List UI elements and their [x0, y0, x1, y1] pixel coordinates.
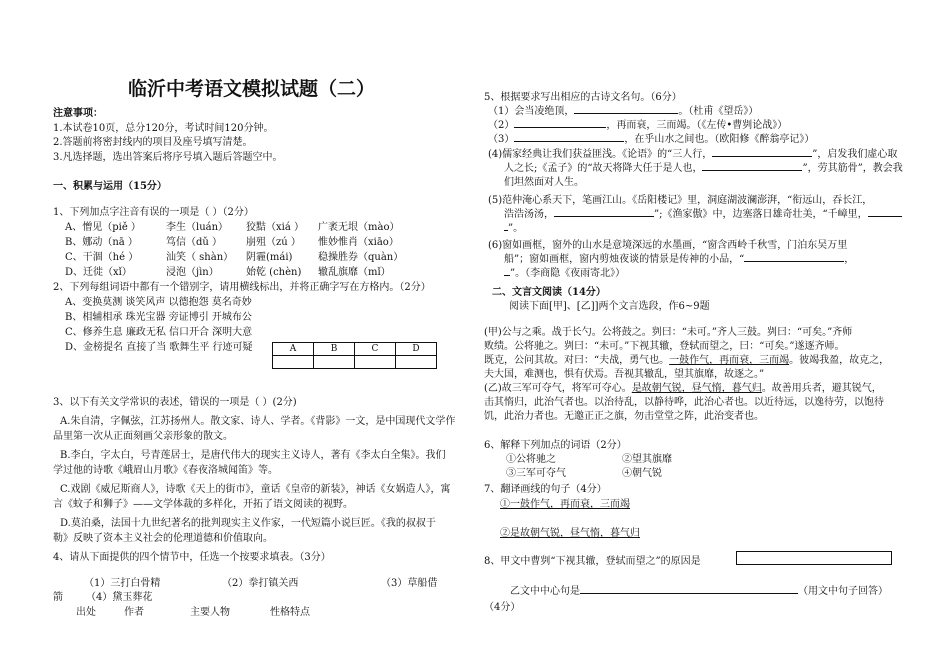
passage-line-5	[484, 379, 882, 394]
q5-6-blank-1[interactable]	[744, 251, 844, 262]
q5-5-text-a: 浩浩汤汤，	[504, 209, 554, 220]
q8-line-1	[484, 552, 701, 567]
q5-3-suffix: ，在乎山水之间也。（欧阳修《醉翁亭记》）	[624, 134, 815, 145]
note-2: 2.答题前将密封线内的项目及座号填写清楚。	[53, 137, 253, 148]
q5-6-line3	[504, 264, 625, 279]
q3-c-line1: C.戏剧《威尼斯商人》，诗歌《天上的街市》，童话《皇帝的新装》，神话《女娲造人》，寓	[60, 484, 451, 495]
q2-answer-table	[272, 342, 437, 369]
q4-col-source: 出处	[76, 607, 96, 618]
q5-2-prefix: （2）	[488, 120, 515, 131]
q4-item-3: （3）草船借	[381, 578, 438, 589]
passage-line-7: 饥，此治力者也。无邀正正之旗，勿击堂堂之阵，此治变者也。	[484, 411, 764, 422]
q1-b-4: 惟妙惟肖（xiāo）	[318, 237, 399, 248]
q2-option-c: C、修养生息 廉政无私 信口开合 深明大意	[65, 327, 253, 338]
q8-answer-box-1[interactable]	[736, 551, 892, 565]
q1-d-4: 辙乱旗靡（mǐ）	[318, 267, 391, 278]
q2-option-a: A、变换莫测 谈笑风声 以德抱怨 莫名奇妙	[65, 297, 252, 308]
q6-c: ③三军可夺气	[506, 468, 566, 479]
q4-col-characters: 主要人物	[190, 607, 230, 618]
q2-stem: 2、下列每组词语中都有一个错别字，请用横线标出，并将正确字写在方格内。（2分）	[53, 282, 431, 293]
passage-line-6: 击其惰归，此治气者也。以治待乱，以静待哗，此治心者也。以近待远，以逸待劳，以饱待	[484, 397, 884, 408]
q5-4-blank-1[interactable]	[712, 146, 812, 157]
passage-5-text-b: 。故善用兵者，避其锐气，	[761, 383, 882, 394]
q2-header-b: B	[314, 343, 355, 356]
q1-c-3: 阴霾(mái)	[246, 252, 293, 263]
q5-6-text-a: 船”；窗如画框，窗内剪烛夜谈的情景是传神的小品，“	[504, 254, 745, 265]
q2-header-d: D	[396, 343, 437, 356]
q4-item-1: （1）三打白骨精	[84, 578, 161, 589]
q6-d: ④朝气锐	[622, 468, 662, 479]
q3-d-line2: 勒》反映了资本主义社会的伦理道德和价值取向。	[53, 533, 273, 544]
q1-a-4: 广袤无垠（mào）	[318, 222, 400, 233]
passage-line-1: (甲)公与之乘。战于长勺。公将鼓之。刿曰：“未可。”齐人三鼓。刿曰：“可矣。”齐师	[484, 327, 853, 338]
passage-line-2: 败绩。公将驰之。刿曰：“未可。”下视其辙，登轼而望之，曰：“可矣。”遂逐齐师。	[484, 341, 845, 352]
q2-answer-a[interactable]	[273, 356, 314, 369]
q5-6-comma: ，	[844, 254, 855, 265]
q1-d-1: D、迁徙（xǐ）	[65, 267, 132, 278]
q8-score: （4分）	[484, 602, 521, 613]
q2-answer-d[interactable]	[396, 356, 437, 369]
q5-4-line2	[504, 159, 903, 174]
q4-item-4: （4）黛玉葬花	[86, 592, 153, 603]
q5-5-line1: (5)范仲淹心系天下，笔画江山。《岳阳楼记》里，洞庭湖波澜澎湃，“衔远山，吞长江，	[488, 195, 873, 206]
q5-6-text-b: ”。（李商隐《夜雨寄北》）	[510, 268, 626, 279]
section-1-heading: 一、积累与运用（15分）	[53, 181, 167, 192]
q1-b-3: 崩殂（zú ）	[246, 237, 301, 248]
q3-a-line2: 品里第一次从正面刻画父亲形象的散文。	[53, 431, 233, 442]
q1-stem: 1、下列加点字注音有误的一项是（ ）（2分）	[53, 207, 254, 218]
q7-sentence-1: ①一鼓作气，再而衰，三而竭	[500, 499, 630, 510]
passage-line-4: 夫大国，难测也，惧有伏焉。吾视其辙乱，望其旗靡，故逐之。”	[484, 369, 765, 380]
q3-stem: 3、以下有关文学常识的表述，错误的一项是（ ）(2分)	[53, 397, 297, 408]
q4-stem: 4、请从下面提供的四个情节中，任选一个按要求填表。（3分）	[53, 552, 331, 563]
q5-line-2	[488, 116, 787, 131]
q5-5-text-b: ”;《渔家傲》中，边塞落日雄奇壮美，“千嶂里，	[654, 209, 868, 220]
q8-center-hint: （用文中句子回答）	[798, 586, 888, 597]
q5-6-line1: (6)窗如画框，窗外的山水是意境深远的水墨画，“窗含西岭千秋雪，门泊东吴万里	[488, 240, 848, 251]
notes-title: 注意事项：	[53, 108, 103, 119]
q3-a-line1: A.朱自清，字佩弦，江苏扬州人。散文家、诗人、学者。《背影》一文，是中国现代文学作	[60, 416, 456, 427]
passage-3-text-b: 。彼竭我盈，故克之，	[789, 355, 890, 366]
q8-line-2	[510, 582, 888, 597]
reading-intro: 阅读下面[甲]、[乙]]两个文言选段，作6~9题	[509, 301, 710, 312]
note-1: 1.本试卷10页，总分120分，考试时间120分钟。	[53, 123, 274, 134]
passage-5-text-a: (乙)故三军可夺气，将军可夺心。	[484, 383, 632, 394]
q2-header-c: C	[355, 343, 396, 356]
q6-a: ①公将驰之	[506, 454, 556, 465]
q5-4-line1	[488, 145, 897, 160]
q2-header-a: A	[273, 343, 314, 356]
q5-4-text-a: (4)儒家经典让我们获益匪浅。《论语》的“三人行，	[488, 149, 713, 160]
q1-a-2: 李生（luán）	[166, 222, 229, 233]
q5-2-suffix: ，再而衰，三而竭。（《左传•曹刿论战》）	[606, 120, 788, 131]
q5-stem: 5、根据要求写出相应的古诗文名句。（6分）	[484, 92, 682, 103]
q5-5-text-c: ”。	[508, 223, 524, 234]
q5-5-blank-2[interactable]	[868, 206, 902, 217]
q1-d-2: 浸泡（jìn）	[166, 267, 219, 278]
q2-answer-b[interactable]	[314, 356, 355, 369]
q5-line-1	[488, 102, 758, 117]
q2-answer-c[interactable]	[355, 356, 396, 369]
q6-stem: 6、解释下列加点的词语（2分）	[484, 440, 627, 451]
q1-c-1: C、干涸（hé ）	[65, 252, 139, 263]
q5-4-line3: 们坦然面对人生。	[504, 177, 584, 188]
q5-1-suffix: 。（杜甫《望岳》）	[678, 106, 759, 117]
q5-4-text-d: ”，劳其筋骨”，教会我	[802, 163, 903, 174]
q3-d-line1: D.莫泊桑，法国十九世纪著名的批判现实主义作家，一代短篇小说巨匠。《我的叔叔于	[60, 518, 436, 529]
q1-d-3: 始乾 (chèn)	[246, 267, 302, 278]
q7-sentence-2: ②是故朝气锐，昼气惰，暮气归	[500, 528, 640, 539]
q5-4-text-c: 人之长;《孟子》的“故天将降大任于是人也，	[504, 163, 703, 174]
q8-center-label: 乙文中中心句是	[510, 586, 580, 597]
q2-option-d: D、金榜提名 直接了当 歌舞生平 行迹可疑	[65, 342, 253, 353]
q5-4-text-b: ”，启发我们虚心取	[812, 149, 898, 160]
q5-5-line3	[504, 219, 523, 234]
q4-col-author: 作者	[124, 607, 144, 618]
q5-1-prefix: （1）会当凌绝顶，	[488, 106, 575, 117]
q4-col-traits: 性格特点	[270, 607, 310, 618]
q5-4-blank-2[interactable]	[702, 160, 802, 171]
q5-2-blank[interactable]	[514, 117, 606, 128]
q1-b-1: B、娜动（nā ）	[65, 237, 138, 248]
q1-a-1: A、憎见（piě ）	[65, 222, 141, 233]
q5-6-line2	[504, 250, 854, 265]
q5-line-3	[488, 130, 814, 145]
q8-stem: 8、甲文中曹刿“下视其辙，登轼而望之”的原因是	[484, 556, 701, 567]
q5-5-line2	[504, 205, 902, 220]
q3-c-line2: 言《蚊子和狮子》——文学体裁的多样化，开拓了语文阅读的视野。	[53, 499, 353, 510]
page-title: 临沂中考语文模拟试题（二）	[128, 78, 376, 100]
q2-option-b: B、相辅相承 珠光宝器 旁证博引 开城布公	[65, 312, 252, 323]
q1-a-3: 狡黠（xiá ）	[246, 222, 304, 233]
q5-3-prefix: （3）	[488, 134, 515, 145]
q5-3-blank[interactable]	[514, 131, 624, 142]
q1-c-4: 稳操胜券（quàn）	[318, 252, 404, 263]
passage-underlined-jia: 一鼓作气，再而衰，三而竭	[669, 355, 790, 366]
passage-underlined-yi: 是故朝气锐，昼气惰，暮气归	[631, 383, 762, 394]
q4-item-2: （2）拳打镇关西	[222, 578, 299, 589]
q1-b-2: 笃信（dǔ ）	[166, 237, 223, 248]
q3-b-line2: 学过他的诗歌《峨眉山月歌》《春夜洛城闻笛》等。	[53, 465, 278, 476]
q1-c-2: 汕笑（ shàn）	[166, 252, 234, 263]
q6-b: ②望其旗靡	[622, 454, 672, 465]
q7-stem: 7、翻译画线的句子（4分）	[484, 484, 607, 495]
q5-5-blank-1[interactable]	[554, 206, 654, 217]
passage-3-text-a: 既克，公问其故。对曰：“夫战，勇气也。	[484, 355, 670, 366]
note-3: 3.凡选择题，选出答案后将序号填入题后答题空中。	[53, 152, 283, 163]
section-2-heading: 二、文言文阅读（14分）	[492, 287, 606, 298]
q4-item-3-cont: 箭	[53, 592, 63, 603]
q8-center-blank[interactable]	[580, 583, 798, 594]
q3-b-line1: B.李白，字太白，号青莲居士，是唐代伟大的现实主义诗人，著有《李太白全集》。我们	[60, 450, 446, 461]
passage-line-3	[484, 351, 889, 366]
q5-1-blank[interactable]	[574, 103, 678, 114]
